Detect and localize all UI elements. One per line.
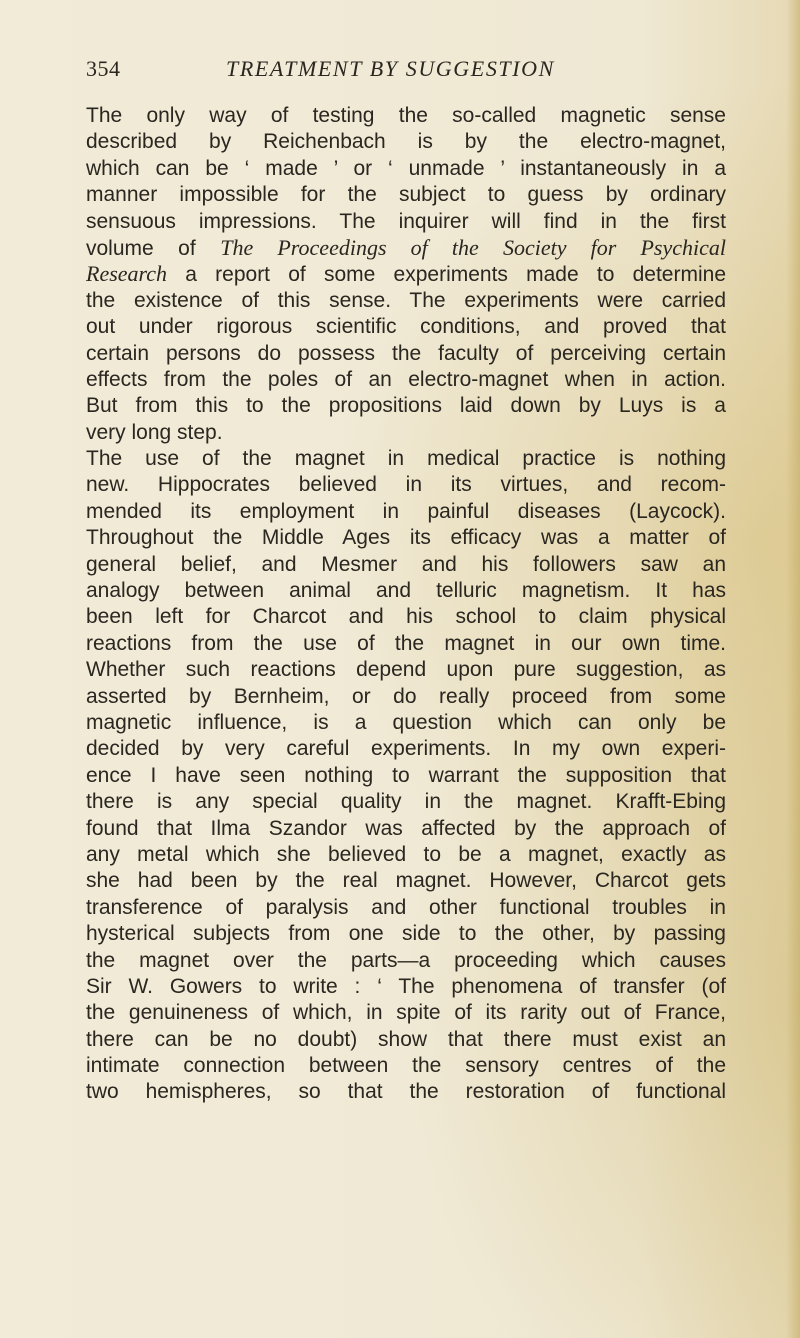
text-line: The only way of testing the so-called magnetic sense [86, 104, 726, 127]
text-line: the genuineness of which, in spite of its rarity out of France, [86, 1001, 726, 1025]
page-number: 354 [86, 56, 121, 81]
page-edge-shading [786, 0, 800, 1338]
text-line: magnetic influence, is a question which can only be [86, 710, 726, 734]
text-line: new. Hippocrates believed in its virtues, and recom- [86, 473, 726, 497]
text-line: Whether such reactions depend upon pure suggestion, as [86, 658, 726, 682]
text-line: asserted by Bernheim, or do really proceed from some [86, 684, 726, 708]
text-line: manner impossible for the subject to guess by ordinary [86, 183, 726, 207]
text-line: there can be no doubt) show that there must exist an [86, 1027, 726, 1051]
italic-title: The Proceedings of the Society for Psychical [220, 234, 726, 260]
body-text [86, 103, 726, 1106]
text-line: the magnet over the parts—a proceeding which causes [86, 948, 726, 972]
text-line: hysterical subjects from one side to the other, by passing [86, 922, 726, 946]
text-line: effects from the poles of an electro-magnet when in action. [86, 367, 726, 391]
text-line: The use of the magnet in medical practice is nothing [86, 447, 726, 471]
text-line: But from this to the propositions laid down by Luys is a [86, 394, 726, 418]
text-line [86, 235, 726, 261]
text-line: very long step. [86, 420, 223, 444]
text-line: intimate connection between the sensory centres of the [86, 1054, 726, 1078]
text-line [86, 261, 726, 287]
text-line: decided by very careful experiments. In my own experi- [86, 737, 726, 761]
text-line: ence I have seen nothing to warrant the supposition that [86, 763, 726, 787]
text-line: certain persons do possess the faculty of perceiving certain [86, 341, 726, 365]
text-line: the existence of this sense. The experiments were carried [86, 288, 726, 312]
text-line: which can be ‘ made ’ or ‘ unmade ’ instantaneously in a [86, 156, 726, 180]
running-title: TREATMENT BY SUGGESTION [226, 56, 555, 81]
text-line: found that Ilma Szandor was affected by the approach of [86, 816, 726, 840]
text-line: described by Reichenbach is by the electro-magnet, [86, 130, 726, 154]
text-line: mended its employment in painful diseases (Laycock). [86, 499, 726, 523]
text-line: analogy between animal and telluric magnetism. It has [86, 579, 726, 603]
text-run: volume of [86, 236, 221, 260]
text-line: out under rigorous scientific conditions, and proved that [86, 315, 726, 339]
text-line: there is any special quality in the magnet. Krafft-Ebing [86, 790, 726, 814]
text-line: been left for Charcot and his school to claim physical [86, 605, 726, 629]
text-line: transference of paralysis and other functional troubles in [86, 895, 726, 919]
text-line: any metal which she believed to be a magnet, exactly as [86, 842, 726, 866]
text-line: two hemispheres, so that the restoration of functional [86, 1080, 726, 1104]
text-line: Throughout the Middle Ages its efficacy was a matter of [86, 526, 726, 550]
text-line: reactions from the use of the magnet in our own time. [86, 631, 726, 655]
text-line: she had been by the real magnet. However, Charcot gets [86, 869, 726, 893]
text-line: general belief, and Mesmer and his followers saw an [86, 552, 726, 576]
running-header [86, 56, 726, 88]
text-line: Sir W. Gowers to write : ‘ The phenomena of transfer (of [86, 974, 726, 998]
text-line: sensuous impressions. The inquirer will find in the first [86, 209, 726, 233]
italic-title: Research [86, 261, 168, 287]
text-run: a report of some experiments made to determine [167, 263, 726, 287]
